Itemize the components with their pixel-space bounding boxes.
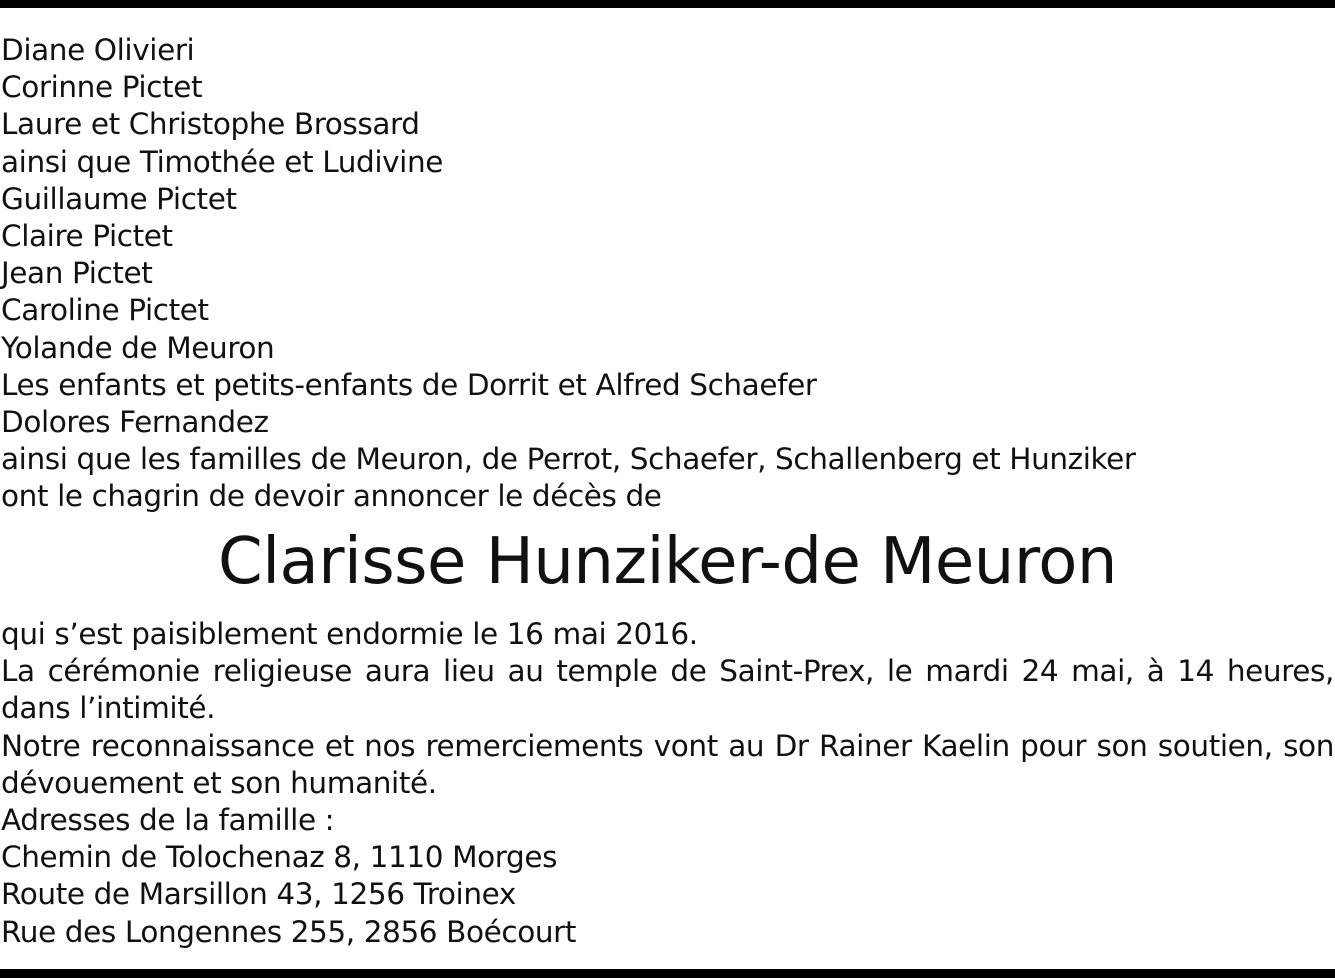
family-line: ainsi que Timothée et Ludivine (1, 144, 444, 179)
family-line: Caroline Pictet (1, 293, 209, 328)
ceremony-line: La cérémonie religieuse aura lieu au temple de Saint-Prex, le mardi 24 mai, à 14 heures, (1, 654, 1334, 689)
bottom-border-rule (0, 969, 1335, 978)
family-line: Corinne Pictet (1, 70, 203, 105)
address-line: Rue des Longennes 255, 2856 Boécourt (1, 914, 577, 949)
thanks-line-end: dévouement et son humanité. (1, 765, 437, 800)
passing-line: qui s’est paisiblement endormie le 16 mai 2016. (1, 617, 698, 651)
family-line: Les enfants et petits-enfants de Dorrit et Alfred Schaefer (1, 367, 817, 402)
top-border-rule (0, 0, 1335, 8)
address-line: Route de Marsillon 43, 1256 Troinex (1, 877, 516, 912)
notice-body (1, 616, 1334, 951)
family-line: Diane Olivieri (1, 33, 195, 67)
family-line: Jean Pictet (1, 256, 153, 291)
family-line: Guillaume Pictet (1, 181, 237, 216)
addresses-heading: Adresses de la famille : (1, 802, 335, 837)
address-line: Chemin de Tolochenaz 8, 1110 Morges (1, 840, 558, 875)
thanks-line: Notre reconnaissance et nos remerciements vont au Dr Rainer Kaelin pour son soutien, son (1, 728, 1334, 763)
family-line: Laure et Christophe Brossard (1, 107, 420, 142)
family-list (1, 32, 1136, 515)
deceased-name-text: Clarisse Hunziker-de Meuron (218, 525, 1117, 599)
ceremony-line-end: dans l’intimité. (1, 691, 216, 726)
family-line: ainsi que les familles de Meuron, de Perrot, Schaefer, Schallenberg et Hunziker (1, 442, 1136, 477)
deceased-name (0, 522, 1335, 602)
family-line: Claire Pictet (1, 218, 173, 253)
announcement-line: ont le chagrin de devoir annoncer le décès de (1, 479, 662, 514)
family-line: Yolande de Meuron (1, 330, 275, 365)
family-line: Dolores Fernandez (1, 404, 269, 439)
